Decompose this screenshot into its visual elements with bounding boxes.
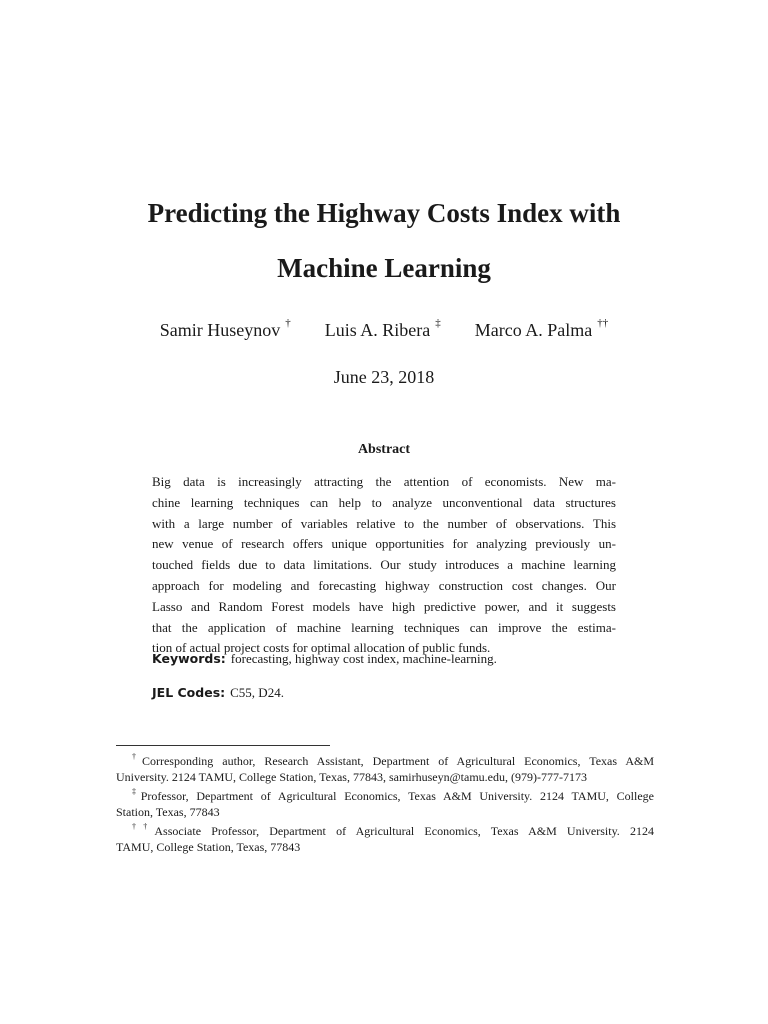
footnote-line: ††Associate Professor, Department of Agricultural Economics, Texas A&M University. 2124 (132, 822, 654, 838)
author-footnote-mark: ‡ (435, 317, 441, 329)
author-list (0, 317, 768, 341)
footnote-line: Station, Texas, 77843 (116, 805, 220, 819)
footnote-mark: ‡ (132, 787, 141, 796)
author-name: Marco A. Palma (474, 320, 593, 340)
footnote-3 (116, 820, 654, 855)
footnote-rule (116, 745, 330, 746)
footnote-line: †Corresponding author, Research Assistant, Department of Agricultural Economics, Texas A&M (132, 752, 654, 768)
abstract-text (152, 472, 616, 659)
keywords-label: Keywords: (152, 651, 226, 666)
footnote-line: ‡Professor, Department of Agricultural Economics, Texas A&M University. 2124 TAMU, College (132, 787, 654, 803)
abstract-line: new venue of research offers unique opportunities for analyzing previously un- (152, 536, 616, 552)
footnote-2 (116, 785, 654, 820)
abstract-line: with a large number of variables relative to the number of observations. This (152, 515, 616, 531)
jel-label: JEL Codes: (152, 685, 226, 700)
abstract-line: approach for modeling and forecasting highway construction cost changes. Our (152, 577, 616, 593)
footnote-line: University. 2124 TAMU, College Station, Texas, 77843, samirhuseyn@tamu.edu, (979)-777-7173 (116, 770, 587, 784)
paper-title-line-2: Machine Learning (277, 253, 491, 283)
abstract-line: chine learning techniques can help to analyze unconventional data structures (152, 494, 616, 510)
footnote-mark: † (132, 752, 142, 761)
author-footnote-mark: † (285, 317, 291, 329)
author-2 (324, 317, 441, 341)
author-footnote-mark: †† (597, 317, 609, 329)
author-name: Samir Huseynov (159, 320, 281, 340)
footnotes (116, 750, 654, 855)
author-3 (474, 317, 609, 341)
author-1 (159, 317, 291, 341)
abstract-line: Lasso and Random Forest models have high predictive power, and it suggests (152, 598, 616, 614)
footnote-mark: †† (132, 822, 155, 831)
abstract-heading: Abstract (357, 442, 411, 457)
jel-codes (152, 685, 616, 701)
abstract-line: touched fields due to data limitations. Our study introduces a machine learning (152, 557, 616, 573)
author-name: Luis A. Ribera (324, 320, 431, 340)
paper-title-line-1: Predicting the Highway Costs Index with (147, 198, 621, 228)
abstract-line: that the application of machine learning techniques can improve the estima- (152, 619, 616, 635)
jel-value: C55, D24. (230, 685, 284, 700)
abstract-line: tion of actual project costs for optimal allocation of public funds. (152, 640, 491, 656)
keywords-value: forecasting, highway cost index, machine-learning. (230, 651, 497, 666)
publication-date: June 23, 2018 (333, 367, 435, 387)
footnote-1 (116, 750, 654, 785)
abstract-line: Big data is increasingly attracting the attention of economists. New ma- (152, 474, 616, 489)
footnote-line: TAMU, College Station, Texas, 77843 (116, 840, 301, 854)
keywords (152, 651, 616, 667)
